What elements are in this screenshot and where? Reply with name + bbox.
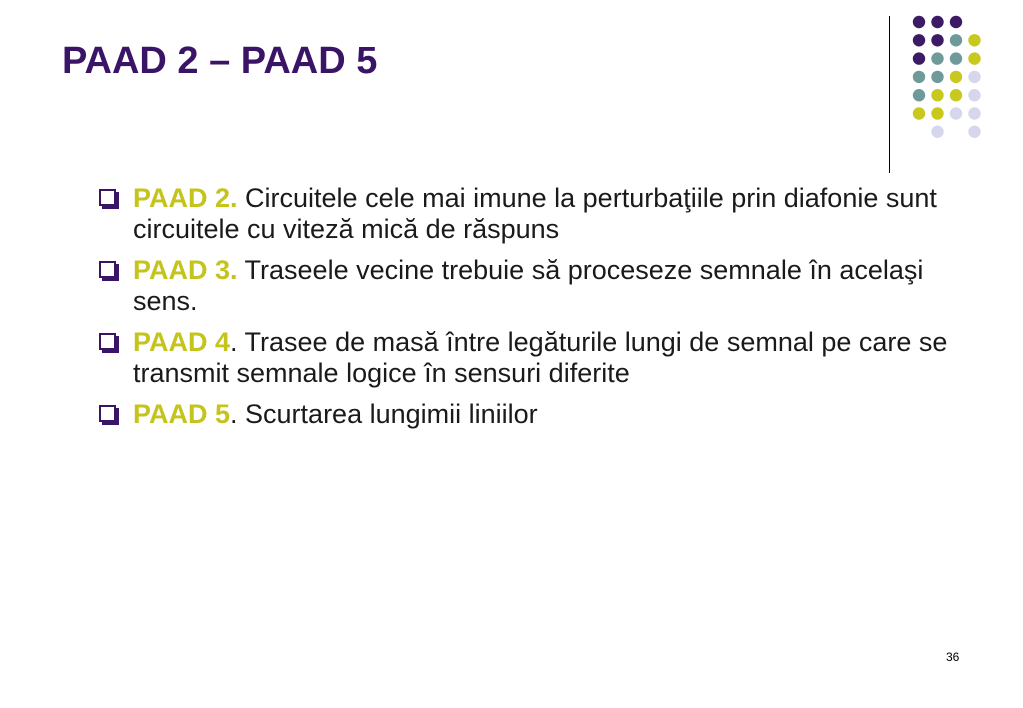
decorative-dot [950,107,962,119]
decorative-dot [968,34,980,46]
bullet-label: PAAD 2. [133,183,238,213]
decorative-dot [968,71,980,83]
decorative-dot [950,52,962,64]
decorative-dot [931,126,943,138]
bullet-item-paad5 [99,399,979,430]
bullet-text: Traseele vecine trebuie să proceseze semnale în acelaşi sens. [133,255,924,316]
decorative-dot [931,71,943,83]
bullet-list [99,183,979,440]
page-number: 36 [946,650,960,664]
bullet-item-paad2 [99,183,979,245]
title-divider [889,16,890,173]
bullet-label: PAAD 4 [133,327,231,357]
decorative-dot [931,16,943,28]
bullet-item-paad3 [99,255,979,317]
bullet-label: PAAD 5 [133,399,231,429]
decorative-dot [913,71,925,83]
bullet-label: PAAD 3. [133,255,238,285]
decorative-dot [913,16,925,28]
decorative-dot [913,89,925,101]
decorative-dot [931,107,943,119]
decorative-dot [950,16,962,28]
dot-grid-icon [900,10,1000,155]
decorative-dot [913,107,925,119]
decorative-dot [931,52,943,64]
slide-title: PAAD 2 – PAAD 5 [62,40,378,82]
square-bullet-icon [99,333,116,350]
bullet-text: . Trasee de masă între legăturile lungi de semnal pe care se transmit semnale logice în sensuri diferite [133,327,948,388]
decorative-dot [913,34,925,46]
decorative-dot [931,89,943,101]
decorative-dot [950,71,962,83]
decorative-dot [968,89,980,101]
square-bullet-icon [99,405,116,422]
decorative-dot [968,52,980,64]
bullet-item-paad4 [99,327,979,389]
decorative-dot [968,107,980,119]
bullet-text: Circuitele cele mai imune la perturbaţiile prin diafonie sunt circuitele cu viteză mică de răspuns [133,183,937,244]
decorative-dot [950,34,962,46]
decorative-dot [968,126,980,138]
decorative-dot [931,34,943,46]
decorative-dot [950,89,962,101]
square-bullet-icon [99,261,116,278]
decorative-dot [913,52,925,64]
bullet-text: . Scurtarea lungimii liniilor [230,399,538,429]
square-bullet-icon [99,189,116,206]
